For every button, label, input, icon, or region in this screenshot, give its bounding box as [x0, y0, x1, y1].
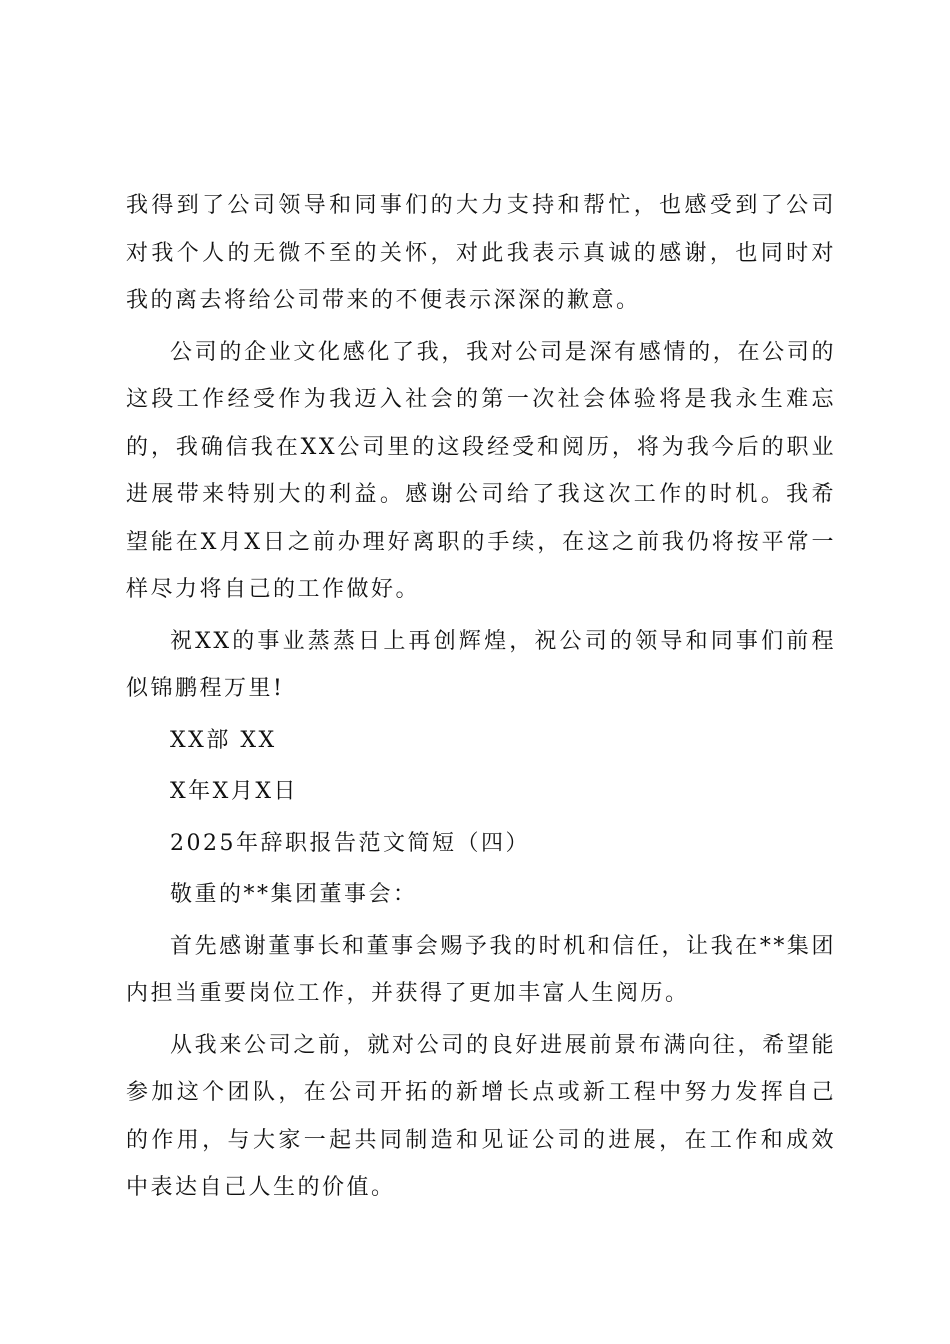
section-heading: 2025年辞职报告范文简短（四）: [170, 830, 530, 856]
signature-date: X年X月X日: [170, 779, 298, 804]
salutation: 敬重的**集团董事会：: [170, 882, 418, 907]
signature-department: XX部 XX: [170, 727, 277, 753]
paragraph-company-culture: 公司的企业文化感化了我，我对公司是深有感情的，在公司的这段工作经受作为我迈入社会的第一次社会体验将是我永生难忘的，我确信我在XX公司里的这段经受和阅历，将为我今后的职业进展带来特别大的利益。感谢公司给了我这次工作的时机。我希望能在X月X日之前办理好离职的手续，在这之前我仍将按平常一样尽力将自己的工作做好。: [126, 339, 836, 602]
paragraph-aspiration: 从我来公司之前，就对公司的良好进展前景布满向往，希望能参加这个团队，在公司开拓的新增长点或新工程中努力发挥自己的作用，与大家一起共同制造和见证公司的进展，在工作和成效中表达自己人生的价值。: [126, 1032, 836, 1200]
document-body: [126, 182, 836, 1212]
paragraph-gratitude: 首先感谢董事长和董事会赐予我的时机和信任，让我在**集团内担当重要岗位工作，并获得了更加丰富人生阅历。: [126, 933, 836, 1006]
paragraph-wishes: 祝XX的事业蒸蒸日上再创辉煌，祝公司的领导和同事们前程似锦鹏程万里!: [126, 628, 836, 701]
paragraph-thanks-continuation: 我得到了公司领导和同事们的大力支持和帮忙，也感受到了公司对我个人的无微不至的关怀，对此我表示真诚的感谢，也同时对我的离去将给公司带来的不便表示深深的歉意。: [126, 193, 836, 313]
